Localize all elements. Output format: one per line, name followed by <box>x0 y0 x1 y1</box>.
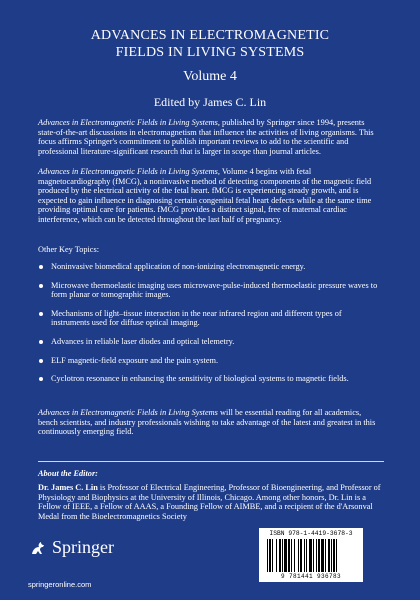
volume-label: Volume 4 <box>183 69 237 84</box>
topic-item: Advances in reliable laser diodes and optical telemetry. <box>38 337 378 347</box>
series-name: Advances in Electromagnetic Fields in Living Systems <box>38 167 218 176</box>
barcode-box <box>259 528 363 582</box>
about-heading: About the Editor: <box>38 469 98 478</box>
intro-paragraph <box>38 118 383 156</box>
editor-line: Edited by James C. Lin <box>153 95 267 109</box>
topic-item: Mechanisms of light–tissue interaction in the near infrared region and different types of instruments used for diffuse optical imaging. <box>38 309 378 328</box>
springer-horse-icon <box>28 538 48 558</box>
publisher-name: Springer <box>52 537 114 557</box>
topic-item: Cyclotron resonance in enhancing the sensitivity of biological systems to magnetic fields. <box>38 374 378 384</box>
series-name: Advances in Electromagnetic Fields in Living Systems <box>38 408 218 417</box>
editor-name: Dr. James C. Lin <box>38 483 98 492</box>
springer-logo <box>28 537 114 558</box>
closing-paragraph <box>38 408 383 437</box>
title-block <box>0 27 420 109</box>
topics-heading: Other Key Topics: <box>38 245 100 254</box>
volume-paragraph <box>38 167 383 225</box>
publisher-website[interactable]: springeronline.com <box>28 580 92 589</box>
section-divider <box>38 461 384 462</box>
intro-text: , published by Springer since 1994, presents state-of-the-art discussions in electromagnetism that influence the activities of living organisms. This focus affirms Springer's commitment to publish important reviews to add to the scientific and professional literature-significant research that is larger in scope than journal articles. <box>38 118 374 156</box>
topic-item: Microwave thermoelastic imaging uses microwave-pulse-induced thermoelastic pressure waves to form planar or tomographic images. <box>38 281 378 300</box>
closing-text: will be essential reading for all academics, bench scientists, and industry professionals wishing to take advantage of the latest and greatest in this continuously emerging field. <box>38 408 376 437</box>
book-title-line-1: ADVANCES IN ELECTROMAGNETIC <box>90 28 330 43</box>
isbn-label: ISBN 978-1-4419-3678-3 <box>269 530 353 537</box>
series-name: Advances in Electromagnetic Fields in Living Systems <box>38 118 218 127</box>
topic-item: ELF magnetic-field exposure and the pain system. <box>38 356 378 366</box>
volume-text: , Volume 4 begins with fetal magnetocardiography (fMCG), a noninvasive method of detecting components of the magnetic field produced by the electrical activity of the fetal heart. fMCG is experiencing steady growth, and is expected to gain influence in diagnosing certain congenital fetal heart defects while at the same time providing optimal care for patients. fMCG provides a distinct signal, free of maternal cardiac interference, which can be detected throughout the last half of pregnancy. <box>38 167 372 224</box>
topics-list <box>38 262 378 393</box>
barcode-number: 9 781441 936783 <box>280 573 341 580</box>
about-text: is Professor of Electrical Engineering, Professor of Bioengineering, and Professor of Physiology and Biophysics at the University of Illinois, Chicago. Among other honors, Dr. Lin is a Fellow of IEEE, a Fellow of AAAS, a Founding Fellow of AIMBE, and a recipient of the d'Arsonval Medal from the Bioelectromagnetics Society <box>38 483 381 521</box>
book-title-line-2: FIELDS IN LIVING SYSTEMS <box>115 45 305 60</box>
barcode-icon <box>267 539 355 572</box>
topic-item: Noninvasive biomedical application of non-ionizing electromagnetic energy. <box>38 262 378 272</box>
about-paragraph <box>38 483 383 521</box>
